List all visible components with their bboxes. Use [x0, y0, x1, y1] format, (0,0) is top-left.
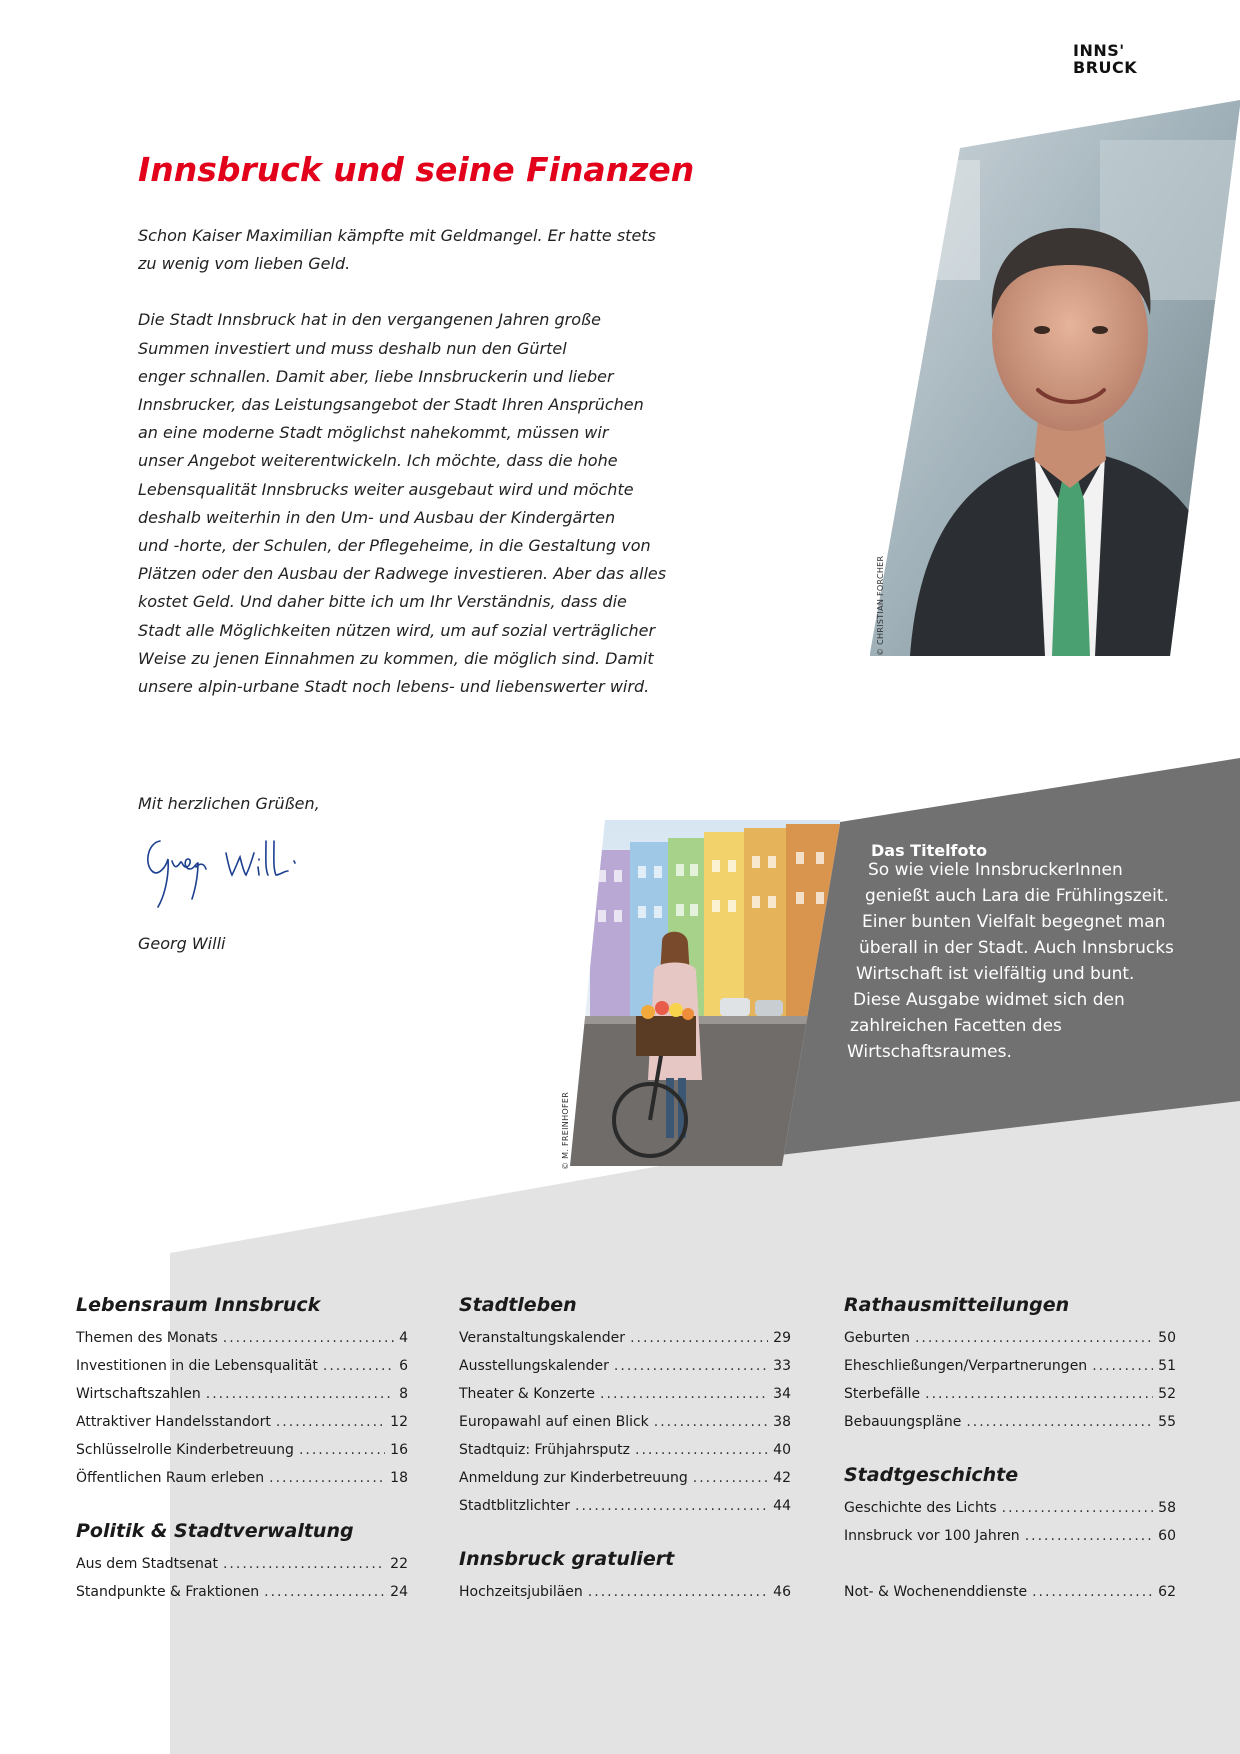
toc-entry-label: Wirtschaftszahlen — [76, 1386, 201, 1402]
toc-leader-dots — [299, 1436, 385, 1464]
toc-entry-page: 6 — [399, 1358, 408, 1374]
titelfoto-line: So wie viele InnsbruckerInnen — [868, 860, 1123, 880]
letter-line: unser Angebot weiterentwickeln. Ich möchte, dass die hohe — [138, 451, 618, 471]
toc-leader-dots — [1002, 1494, 1154, 1522]
toc-leader-dots — [614, 1352, 768, 1380]
toc-section — [76, 1516, 408, 1606]
innsbruck-logo — [1073, 42, 1153, 76]
toc-entry[interactable] — [76, 1408, 408, 1436]
toc-leader-dots — [206, 1380, 394, 1408]
toc-entry-label: Öffentlichen Raum erleben — [76, 1470, 265, 1486]
toc-entry-label: Eheschließungen/Verpartnerungen — [844, 1358, 1088, 1374]
letter-line: zu wenig vom lieben Geld. — [138, 254, 351, 274]
toc-entry-page: 8 — [399, 1386, 408, 1402]
portrait-photo — [870, 100, 1240, 656]
toc-leader-dots — [1032, 1578, 1153, 1606]
toc-leader-dots — [1092, 1352, 1153, 1380]
toc-entry[interactable] — [76, 1436, 408, 1464]
toc-section-heading: Innsbruck gratuliert — [459, 1548, 675, 1570]
toc-leader-dots — [323, 1352, 394, 1380]
letter-line: an eine moderne Stadt möglichst nahekommt, müssen wir — [138, 423, 609, 443]
logo-line-1: INNS' — [1073, 41, 1125, 60]
toc-entry-page: 44 — [773, 1498, 791, 1514]
portrait-photo-credit: © CHRISTIAN FORCHER — [876, 555, 885, 656]
toc-entry[interactable] — [844, 1578, 1176, 1606]
toc-entry-label: Schlüsselrolle Kinderbetreuung — [76, 1442, 294, 1458]
toc-entry-label: Hochzeitsjubiläen — [459, 1584, 583, 1600]
toc-leader-dots — [693, 1464, 768, 1492]
toc-entry[interactable] — [76, 1352, 408, 1380]
toc-leader-dots — [925, 1380, 1153, 1408]
toc-section — [844, 1290, 1176, 1436]
toc-entry[interactable] — [459, 1380, 791, 1408]
toc-entry-page: 24 — [390, 1584, 408, 1600]
titelfoto-line: Wirtschaft ist vielfältig und bunt. — [856, 964, 1135, 984]
toc-section — [459, 1290, 791, 1520]
toc-entry[interactable] — [459, 1464, 791, 1492]
toc-entry-label: Not- & Wochenenddienste — [844, 1584, 1028, 1600]
toc-entry[interactable] — [76, 1380, 408, 1408]
letter-line: Summen investiert und muss deshalb nun den Gürtel — [138, 338, 567, 358]
toc-entry-label: Standpunkte & Fraktionen — [76, 1584, 260, 1600]
toc-column-2 — [459, 1290, 791, 1606]
toc-entry-label: Innsbruck vor 100 Jahren — [844, 1528, 1020, 1544]
toc-entry-label: Theater & Konzerte — [459, 1386, 596, 1402]
toc-leader-dots — [966, 1408, 1153, 1436]
toc-entry-page: 4 — [399, 1330, 408, 1346]
toc-entry-label: Veranstaltungskalender — [459, 1330, 626, 1346]
toc-entry-page: 34 — [773, 1386, 791, 1402]
toc-entry-page: 50 — [1158, 1330, 1176, 1346]
toc-entry[interactable] — [844, 1522, 1176, 1550]
toc-entry-label: Geschichte des Lichts — [844, 1500, 997, 1516]
toc-entry-page: 29 — [773, 1330, 791, 1346]
toc-leader-dots — [269, 1464, 385, 1492]
titelfoto-heading: Das Titelfoto — [871, 841, 988, 860]
toc-entry[interactable] — [459, 1352, 791, 1380]
toc-entry-label: Stadtquiz: Frühjahrsputz — [459, 1442, 631, 1458]
toc-leader-dots — [600, 1380, 768, 1408]
toc-entry[interactable] — [459, 1436, 791, 1464]
toc-entry[interactable] — [844, 1380, 1176, 1408]
toc-entry[interactable] — [76, 1550, 408, 1578]
toc-entry-page: 16 — [390, 1442, 408, 1458]
toc-entry-page: 62 — [1158, 1584, 1176, 1600]
toc-leader-dots — [588, 1578, 768, 1606]
letter-line: Schon Kaiser Maximilian kämpfte mit Geldmangel. Er hatte stets — [138, 226, 656, 245]
titelfoto-line: Diese Ausgabe widmet sich den — [853, 990, 1125, 1010]
toc-entry[interactable] — [76, 1324, 408, 1352]
toc-spacer — [844, 1550, 1176, 1578]
toc-entry[interactable] — [844, 1324, 1176, 1352]
titelfoto-line: genießt auch Lara die Frühlingszeit. — [865, 886, 1169, 906]
toc-section-heading: Rathausmitteilungen — [844, 1294, 1070, 1316]
toc-entry[interactable] — [459, 1578, 791, 1606]
toc-entry-page: 42 — [773, 1470, 791, 1486]
toc-entry-page: 38 — [773, 1414, 791, 1430]
letter-line: enger schnallen. Damit aber, liebe Innsbruckerin und lieber — [138, 366, 614, 386]
toc-entry[interactable] — [459, 1408, 791, 1436]
toc-section-heading: Politik & Stadtverwaltung — [76, 1520, 354, 1542]
toc-entry[interactable] — [76, 1464, 408, 1492]
letter-line: Innsbrucker, das Leistungsangebot der Stadt Ihren Ansprüchen — [138, 395, 644, 415]
toc-entry-page: 58 — [1158, 1500, 1176, 1516]
toc-leader-dots — [223, 1550, 385, 1578]
toc-leader-dots — [223, 1324, 394, 1352]
toc-entry[interactable] — [459, 1324, 791, 1352]
handwritten-signature — [138, 823, 298, 913]
toc-column-3 — [844, 1290, 1176, 1606]
toc-leader-dots — [1025, 1522, 1153, 1550]
toc-section — [844, 1460, 1176, 1606]
toc-entry-label: Sterbefälle — [844, 1386, 921, 1402]
cover-photo — [570, 820, 840, 1166]
toc-entry-label: Anmeldung zur Kinderbetreuung — [459, 1470, 688, 1486]
toc-leader-dots — [575, 1492, 768, 1520]
toc-entry-label: Aus dem Stadtsenat — [76, 1556, 218, 1572]
toc-column-1 — [76, 1290, 408, 1606]
letter-line: Weise zu jenen Einnahmen zu kommen, die möglich sind. Damit — [138, 648, 654, 668]
titelfoto-line: zahlreichen Facetten des — [850, 1016, 1062, 1036]
toc-section — [459, 1544, 791, 1606]
toc-entry-label: Ausstellungskalender — [459, 1358, 609, 1374]
toc-entry-page: 60 — [1158, 1528, 1176, 1544]
toc-section-heading: Lebensraum Innsbruck — [76, 1294, 321, 1316]
toc-entry-page: 22 — [390, 1556, 408, 1572]
toc-entry-page: 51 — [1158, 1358, 1176, 1374]
letter-line: Die Stadt Innsbruck hat in den vergangenen Jahren große — [138, 310, 601, 330]
toc-entry-label: Europawahl auf einen Blick — [459, 1414, 649, 1430]
toc-entry[interactable] — [459, 1492, 791, 1520]
letter-closing: Mit herzlichen Grüßen, — [138, 794, 320, 813]
letter-body — [138, 306, 678, 701]
toc-section — [76, 1290, 408, 1492]
toc-entry-label: Stadtblitzlichter — [459, 1498, 571, 1514]
toc-entry-page: 12 — [390, 1414, 408, 1430]
editorial-letter — [138, 222, 678, 701]
toc-entry-label: Themen des Monats — [76, 1330, 218, 1346]
titelfoto-line: Wirtschaftsraumes. — [847, 1042, 1012, 1062]
toc-leader-dots — [915, 1324, 1153, 1352]
toc-entry[interactable] — [844, 1408, 1176, 1436]
toc-section-heading: Stadtleben — [459, 1294, 577, 1316]
titelfoto-line: Einer bunten Vielfalt begegnet man — [862, 912, 1166, 932]
toc-entry-page: 18 — [390, 1470, 408, 1486]
toc-entry-label: Attraktiver Handelsstandort — [76, 1414, 271, 1430]
toc-leader-dots — [654, 1408, 768, 1436]
toc-leader-dots — [276, 1408, 385, 1436]
toc-entry[interactable] — [844, 1352, 1176, 1380]
titelfoto-line: überall in der Stadt. Auch Innsbrucks — [859, 938, 1174, 958]
letter-line: unsere alpin-urbane Stadt noch lebens- und liebenswerter wird. — [138, 677, 650, 697]
letter-line: Plätzen oder den Ausbau der Radwege investieren. Aber das alles — [138, 564, 667, 584]
toc-entry-label: Geburten — [844, 1330, 910, 1346]
toc-entry-page: 46 — [773, 1584, 791, 1600]
toc-entry-page: 52 — [1158, 1386, 1176, 1402]
page-title: Innsbruck und seine Finanzen — [138, 150, 695, 189]
toc-section-heading: Stadtgeschichte — [844, 1464, 1019, 1486]
toc-leader-dots — [264, 1578, 385, 1606]
toc-entry-label: Bebauungspläne — [844, 1414, 962, 1430]
toc-entry-page: 55 — [1158, 1414, 1176, 1430]
toc-entry-label: Investitionen in die Lebensqualität — [76, 1358, 318, 1374]
cover-photo-credit: © M. FREINHOFER — [561, 1091, 570, 1170]
toc-entry-page: 40 — [773, 1442, 791, 1458]
letter-line: deshalb weiterhin in den Um- und Ausbau der Kindergärten — [138, 507, 616, 527]
letter-intro — [138, 222, 678, 278]
letter-line: und -horte, der Schulen, der Pflegeheime, in die Gestaltung von — [138, 536, 651, 556]
toc-leader-dots — [635, 1436, 768, 1464]
toc-entry[interactable] — [844, 1494, 1176, 1522]
signature-name: Georg Willi — [138, 934, 226, 953]
toc-entry[interactable] — [76, 1578, 408, 1606]
letter-line: Lebensqualität Innsbrucks weiter ausgebaut wird und möchte — [138, 479, 634, 499]
logo-line-2: BRUCK — [1073, 58, 1138, 77]
toc-entry-page: 33 — [773, 1358, 791, 1374]
toc-leader-dots — [630, 1324, 768, 1352]
letter-line: Stadt alle Möglichkeiten nützen wird, um auf sozial verträglicher — [138, 620, 656, 640]
letter-line: kostet Geld. Und daher bitte ich um Ihr Verständnis, dass die — [138, 592, 627, 612]
